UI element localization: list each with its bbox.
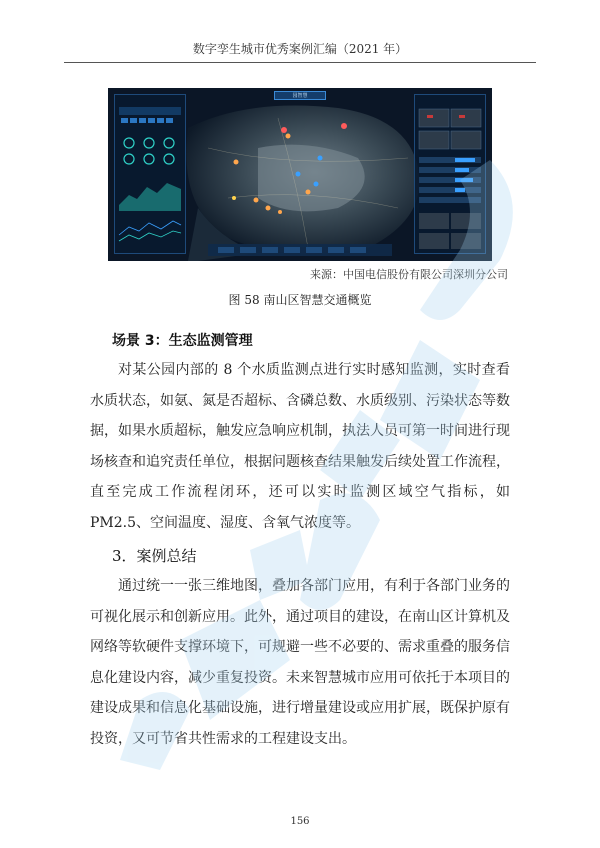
- running-header: 数字孪生城市优秀案例汇编（2021 年）: [192, 42, 408, 56]
- traffic-dashboard-figure: [108, 88, 492, 261]
- right-video-panel: [414, 94, 486, 254]
- figure-caption: 图 58 南山区智慧交通概览: [228, 293, 372, 307]
- summary-paragraph: 通过统一一张三维地图，叠加各部门应用，有利于各部门业务的可视化展示和创新应用。此外，通过项目的建设，在南山区计算机及网络等软硬件支撑环境下，可规避一些不必要的、需求重叠的服务信息化建设内容，减少重复投资。未来智慧城市应用可依托于本项目的建设成果和信息化基础设施，进行增量建设或应用扩展，既保护原有投资，又可节省共性需求的工程建设支出。: [90, 578, 510, 747]
- figure-source: 来源：中国电信股份有限公司深圳分公司: [310, 268, 508, 281]
- summary-heading: 3．案例总结: [112, 547, 197, 565]
- page-number: 156: [290, 816, 310, 827]
- left-stat-panel: [114, 94, 186, 254]
- right-panel-widgets: [415, 95, 485, 253]
- left-panel-widgets: [115, 95, 185, 253]
- scene-paragraph: 对某公园内部的 8 个水质监测点进行实时感知监测，实时查看水质状态，如氨、氮是否超标、含磷总数、水质级别、污染状态等数据，如果水质超标，触发应急响应机制，执法人员可第一时间进行现场核查和追究责任单位，根据问题核查结果触发后续处置工作流程，直至完成工作流程闭环，还可以实时监测区域空气指标，如 PM2.5、空间温度、湿度、含氧气浓度等。: [90, 362, 510, 531]
- dashboard-title: 园智慧: [274, 91, 326, 100]
- scene-heading: 场景 3：生态监测管理: [112, 333, 253, 349]
- header-rule: [64, 62, 536, 63]
